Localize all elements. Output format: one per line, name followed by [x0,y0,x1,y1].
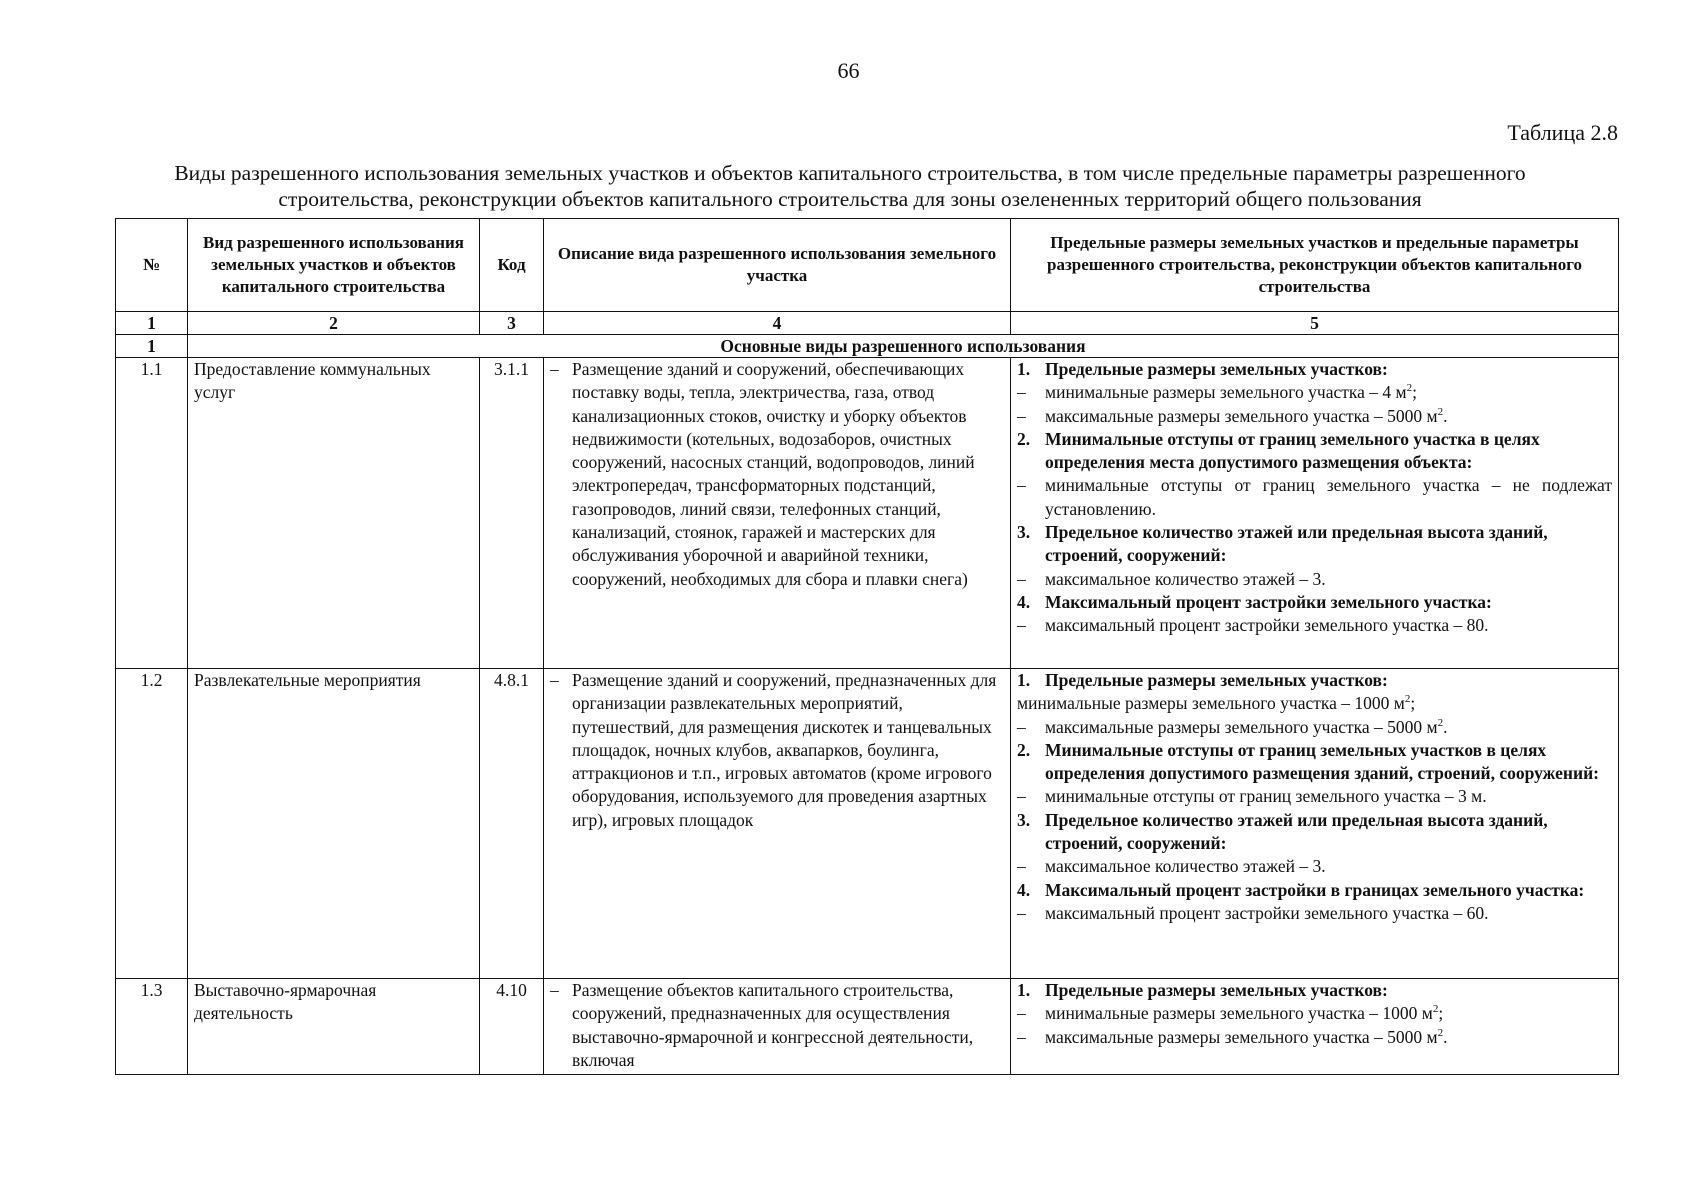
row-code: 4.8.1 [480,669,544,979]
row-params: 1. Предельные размеры земельных участков: – минимальные размеры земельного участка – 4 $м^2$; – максимальные размеры земельного участка – 5000 $м^2$. 2. Минимальные отступы от границ земельного участка в целях определения места допустимого размещения объекта: – минимальные отступы от границ земельного участка – не подлежат установлению. 3. Предельное количество этажей или предельная высота зданий, строений, сооружений: – максимальное количество этажей – 3. 4. Максимальный процент застройки земельного участка: – максимальный процент застройки земельного участка – 80. [1011,358,1619,669]
desc-text: Размещение зданий и сооружений, предназначенных для организации развлекательных мероприятий, путешествий, для размещения дискотек и танцевальных площадок, ночных клубов, аквапарков, боулинга, аттракционов и т.п., игровых автоматов (кроме игрового оборудования, используемого для проведения азартных игр), игровых площадок [572,670,997,830]
param-value: минимальные отступы от границ земельного участка – 3 м. [1045,786,1487,807]
row-desc: – Размещение зданий и сооружений, предназначенных для организации развлекательных мероприятий, путешествий, для размещения дискотек и танцевальных площадок, ночных клубов, аквапарков, боулинга, аттракционов и т.п., игровых автоматов (кроме игрового оборудования, используемого для проведения азартных игр), игровых площадок [544,669,1011,979]
table-header-row [116,219,1619,312]
param-value: минимальные отступы от границ земельного участка – не подлежат установлению. [1045,475,1612,519]
table-row [116,358,1619,669]
param-heading: Предельное количество этажей или предельная высота зданий, строений, сооружений: [1045,522,1548,566]
desc-text: Размещение зданий и сооружений, обеспечивающих поставку воды, тепла, электричества, газа, отвод канализационных стоков, очистку и уборку объектов недвижимости (котельных, водозаборов, очистных сооружений, насосных станций, водопроводов, линий электропередач, трансформаторных подстанций, газопроводов, линий связи, телефонных станций, канализаций, стоянок, гаражей и мастерских для обслуживания уборочной и аварийной техники, сооружений, необходимых для сбора и плавки снега) [572,359,975,589]
param-value: максимальные размеры земельного участка – 5000 $м^2$. [1045,405,1448,426]
param-heading: Предельные размеры земельных участков: [1045,980,1388,1000]
param-value: максимальный процент застройки земельного участка – 60. [1045,902,1489,923]
row-num: 1.2 [116,669,188,979]
row-params: 1. Предельные размеры земельных участков: минимальные размеры земельного участка – 1000 $м^2$; – максимальные размеры земельного участка – 5000 $м^2$. 2. Минимальные отступы от границ земельных участков в целях определения допустимого размещения зданий, строений, сооружений: – минимальные отступы от границ земельного участка – 3 м. 3. Предельное количество этажей или предельная высота зданий, строений, сооружений: – максимальное количество этажей – 3. 4. Максимальный процент застройки в границах земельного участка: – максимальный процент застройки земельного участка – 60. [1011,669,1619,979]
header-num: № [116,219,188,312]
table-caption: Виды разрешенного использования земельных участков и объектов капитального строительства, в том числе предельные параметры разрешенного строительства, реконструкции объектов капитального строительства для зоны озелененных территорий общего пользования [174,161,1526,211]
desc-text: Размещение объектов капитального строительства, сооружений, предназначенных для осуществления выставочно-ярмарочной и конгрессной деятельности, включая [572,980,974,1070]
column-number: 2 [188,312,480,335]
param-value: максимальный процент застройки земельного участка – 80. [1045,615,1489,636]
param-heading: Предельные размеры земельных участков: [1045,359,1388,379]
param-heading: Максимальный процент застройки земельного участка: [1045,591,1492,612]
header-desc: Описание вида разрешенного использования земельного участка [544,219,1011,312]
row-num: 1.1 [116,358,188,669]
header-type: Вид разрешенного использования земельных участков и объектов капитального строительства [188,219,480,312]
column-number: 5 [1011,312,1619,335]
row-type: Предоставление коммунальных услуг [188,358,480,669]
column-number: 4 [544,312,1011,335]
column-number-row [116,312,1619,335]
table-label: Таблица 2.8 [1507,120,1618,145]
param-heading: Минимальные отступы от границ земельных участков в целях определения допустимого размещения зданий, строений, сооружений: [1045,739,1599,784]
param-value: минимальные размеры земельного участка – 4 $м^2$; [1045,382,1417,403]
section-num: 1 [116,335,188,358]
param-value: максимальное количество этажей – 3. [1045,856,1326,877]
param-value: максимальное количество этажей – 3. [1045,568,1326,589]
param-heading: Предельные размеры земельных участков: [1045,670,1388,690]
param-value: минимальные размеры земельного участка – 1000 $м^2$; [1017,693,1416,714]
row-type: Выставочно-ярмарочная деятельность [188,979,480,1075]
row-desc: – Размещение зданий и сооружений, обеспечивающих поставку воды, тепла, электричества, газа, отвод канализационных стоков, очистку и уборку объектов недвижимости (котельных, водозаборов, очистных сооружений, насосных станций, водопроводов, линий электропередач, трансформаторных подстанций, газопроводов, линий связи, телефонных станций, канализаций, стоянок, гаражей и мастерских для обслуживания уборочной и аварийной техники, сооружений, необходимых для сбора и плавки снега) [544,358,1011,669]
param-heading: Максимальный процент застройки в границах земельного участка: [1045,879,1585,900]
header-params: Предельные размеры земельных участков и предельные параметры разрешенного строительства, реконструкции объектов капитального строительства [1011,219,1619,312]
param-heading: Минимальные отступы от границ земельного участка в целях определения места допустимого размещения объекта: [1045,428,1540,473]
row-params: 1. Предельные размеры земельных участков: – минимальные размеры земельного участка – 1000 $м^2$; – максимальные размеры земельного участка – 5000 $м^2$. [1011,979,1619,1075]
land-use-table [115,218,1619,1075]
param-value: минимальные размеры земельного участка – 1000 $м^2$; [1045,1003,1444,1024]
row-desc: – Размещение объектов капитального строительства, сооружений, предназначенных для осуществления выставочно-ярмарочной и конгрессной деятельности, включая [544,979,1011,1075]
row-num: 1.3 [116,979,188,1075]
page-number: 66 [837,58,860,83]
table-row [116,669,1619,979]
param-heading: Предельное количество этажей или предельная высота зданий, строений, сооружений: [1045,809,1548,854]
row-type: Развлекательные мероприятия [188,669,480,979]
table-row [116,979,1619,1075]
section-row [116,335,1619,358]
column-number: 3 [480,312,544,335]
row-code: 4.10 [480,979,544,1075]
header-code: Код [480,219,544,312]
section-title: Основные виды разрешенного использования [188,335,1619,358]
row-code: 3.1.1 [480,358,544,669]
param-value: максимальные размеры земельного участка – 5000 $м^2$. [1045,1026,1448,1047]
column-number: 1 [116,312,188,335]
param-value: максимальные размеры земельного участка – 5000 $м^2$. [1045,716,1448,737]
